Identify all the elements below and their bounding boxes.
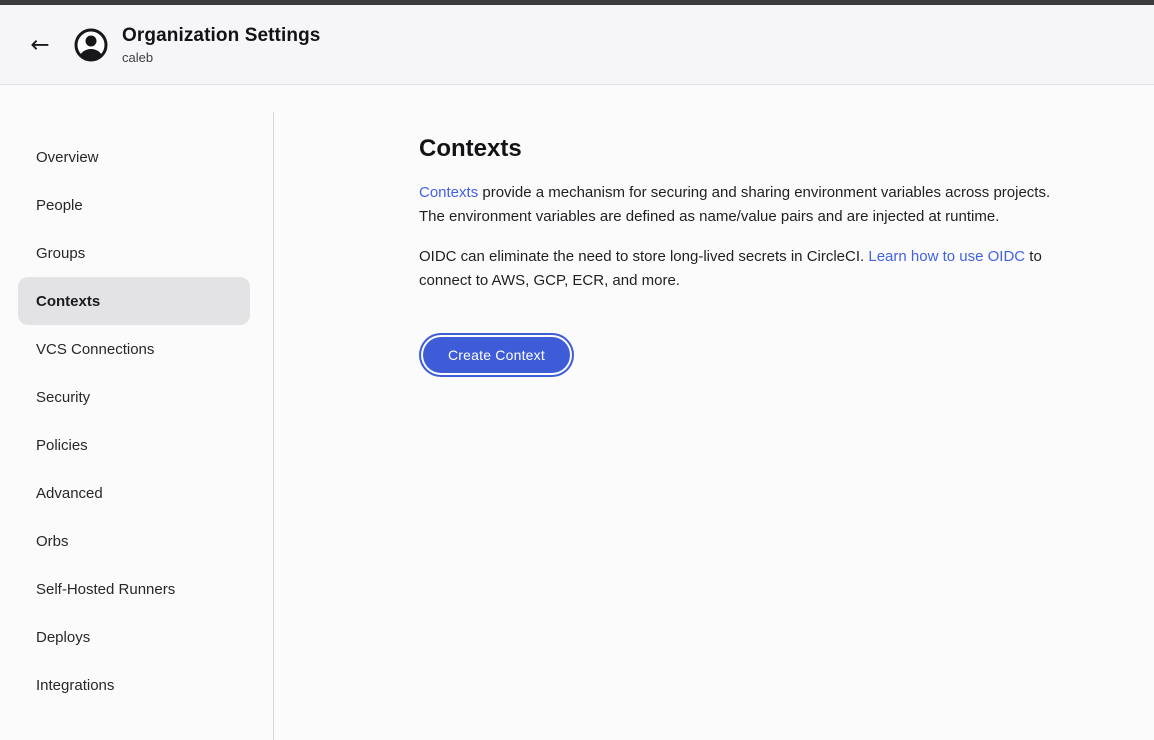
settings-nav	[0, 85, 274, 709]
sidebar-item-groups[interactable]: Groups	[36, 244, 86, 262]
sidebar-item-deploys[interactable]: Deploys	[36, 628, 91, 646]
create-context-button[interactable]: Create Context	[423, 337, 570, 373]
oidc-description	[419, 245, 1064, 293]
sidebar-item-integrations[interactable]: Integrations	[36, 676, 115, 694]
contexts-panel	[274, 85, 1154, 740]
oidc-description-text-after: to connect to AWS, GCP, ECR, and more.	[419, 248, 1042, 289]
sidebar-item-orbs[interactable]: Orbs	[36, 532, 69, 550]
header-text-block	[122, 25, 320, 65]
sidebar-item-vcs-connections[interactable]: VCS Connections	[36, 340, 155, 358]
organization-name: caleb	[122, 49, 154, 65]
settings-sidebar	[0, 85, 274, 740]
sidebar-item-contexts[interactable]: Contexts	[18, 277, 250, 325]
sidebar-item-advanced[interactable]: Advanced	[36, 484, 103, 502]
contexts-docs-link[interactable]: Contexts	[419, 184, 479, 201]
sidebar-item-overview[interactable]: Overview	[36, 148, 99, 166]
sidebar-item-self-hosted-runners[interactable]: Self-Hosted Runners	[36, 580, 176, 598]
contexts-description	[419, 181, 1064, 229]
oidc-description-text-before: OIDC can eliminate the need to store long-lived secrets in CircleCI.	[419, 248, 869, 265]
sidebar-item-security[interactable]: Security	[36, 388, 91, 406]
sidebar-item-people[interactable]: People	[36, 196, 83, 214]
content-area	[0, 85, 1154, 740]
organization-avatar-icon	[74, 28, 108, 62]
contexts-description-text: provide a mechanism for securing and sharing environment variables across projects. The environment variables are defined as name/value pairs and are injected at runtime.	[419, 184, 1051, 225]
back-button[interactable]: ←	[22, 27, 58, 63]
contexts-heading: Contexts	[419, 135, 522, 162]
page-header	[0, 5, 1154, 85]
oidc-docs-link[interactable]: Learn how to use OIDC	[868, 248, 1026, 265]
sidebar-item-policies[interactable]: Policies	[36, 436, 88, 454]
page-title: Organization Settings	[122, 24, 321, 46]
sidebar-divider	[273, 112, 274, 740]
